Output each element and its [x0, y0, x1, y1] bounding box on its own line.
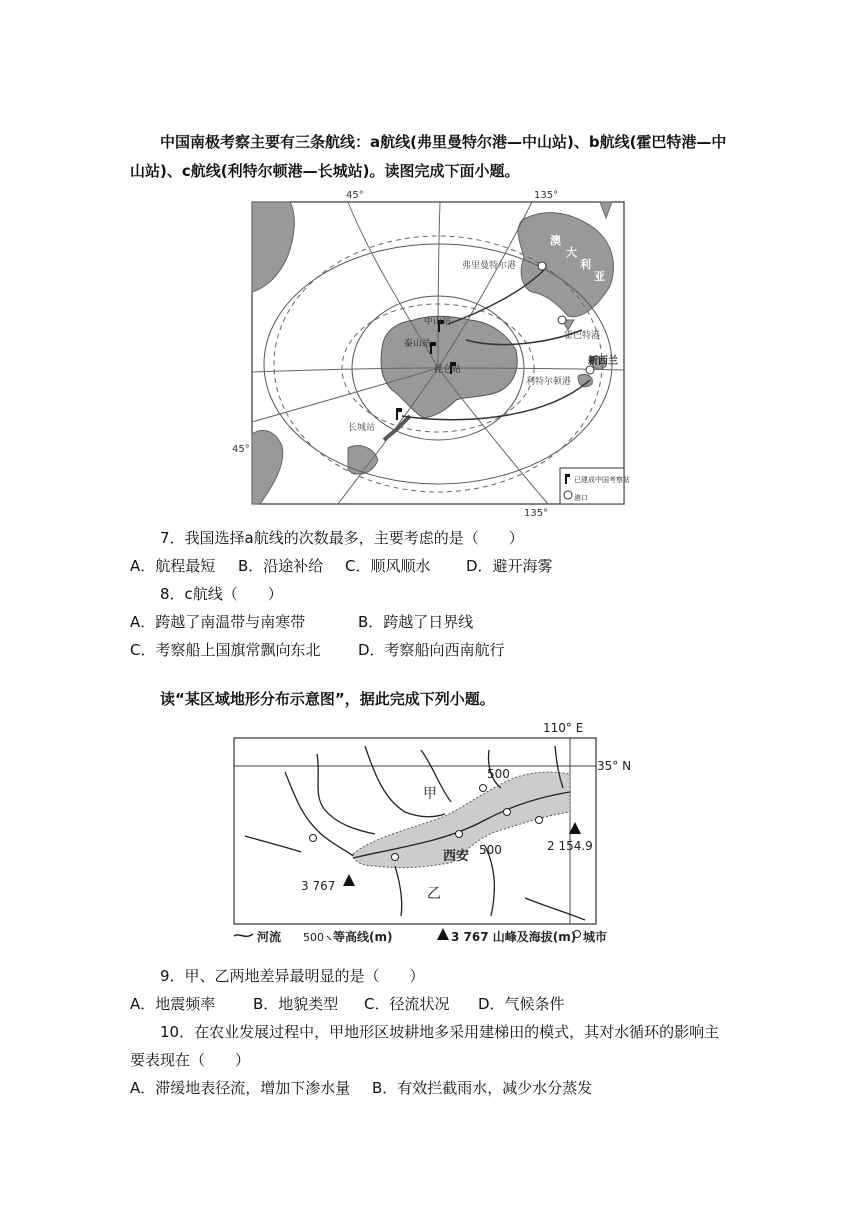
question-8-stem: 8．c航线（ ）	[160, 585, 283, 603]
intro-text-1: 中国南极考察主要有三条航线：a航线(弗里曼特尔港—中山站)、b航线(霍巴特港—中山站)、c航线(利特尔顿港—长城站)。读图完成下面小题。	[130, 133, 727, 180]
question-8-option-d: D．考察船向西南航行	[358, 641, 505, 659]
legend-river: 河流	[257, 930, 282, 944]
question-8-option-c: C．考察船上国旗常飘向东北	[130, 641, 321, 659]
place-australia-1: 澳	[550, 234, 561, 247]
place-fremantle: 弗里曼特尔港	[462, 261, 517, 271]
place-australia-3: 利	[580, 258, 591, 271]
question-7-option-d: D．避开海雾	[466, 557, 553, 575]
question-9-option-b: B．地貌类型	[253, 995, 339, 1013]
legend-contour: 等高线(m)	[333, 930, 393, 944]
question-10-option-b: B．有效拦截雨水，减少水分蒸发	[372, 1079, 593, 1097]
place-hobart: 霍巴特港	[564, 331, 601, 341]
legend-city: 城市	[583, 930, 608, 944]
question-9-stem: 9．甲、乙两地差异最明显的是（ ）	[160, 967, 425, 985]
question-8-option-b: B．跨越了日界线	[358, 613, 474, 631]
latitude-label: 35° N	[597, 759, 632, 773]
place-changcheng: 长城站	[348, 423, 376, 433]
place-zhongshan: 中山站	[424, 317, 452, 327]
legend-station-label: 已建成中国考察站	[574, 476, 630, 484]
question-9-option-c: C．径流状况	[364, 995, 450, 1013]
place-taishan: 泰山站	[404, 339, 432, 349]
place-lyttelton: 利特尔顿港	[526, 377, 572, 387]
peak-left-label: 3 767	[301, 879, 336, 893]
legend-port-label: 港口	[574, 494, 588, 502]
terrain-map	[225, 716, 645, 952]
lon-label-135-bottom: 135°	[524, 508, 549, 516]
legend-peak: 3 767 山峰及海拔(m)	[451, 930, 577, 944]
lon-label-45-left: 45°	[232, 444, 250, 455]
question-8-option-a: A．跨越了南温带与南寒带	[130, 613, 306, 631]
legend-contour-value: 500	[303, 931, 324, 944]
lon-label-135-top: 135°	[534, 190, 559, 201]
question-7-stem: 7．我国选择a航线的次数最多，主要考虑的是（ ）	[160, 529, 524, 547]
question-7-option-b: B．沿途补给	[238, 557, 324, 575]
question-10-stem-line1: 10．在农业发展过程中，甲地形区坡耕地多采用建梯田的模式，其对水循环的影响主	[160, 1023, 720, 1041]
place-new-zealand: 新西兰	[588, 356, 618, 367]
question-7-option-a: A．航程最短	[130, 557, 216, 575]
place-kunlun: 昆仑站	[434, 365, 462, 375]
contour-label-top: 500	[487, 767, 510, 781]
place-australia-2: 大	[566, 246, 577, 259]
label-jia: 甲	[423, 786, 437, 802]
question-10-option-a: A．滞缓地表径流，增加下渗水量	[130, 1079, 351, 1097]
intro-text-2: 读“某区域地形分布示意图”，据此完成下列小题。	[160, 690, 495, 708]
antarctic-route-map	[230, 186, 640, 516]
question-10-stem-line2: 要表现在（ ）	[130, 1051, 251, 1069]
label-xian: 西安	[443, 849, 470, 864]
place-australia-4: 亚	[594, 270, 605, 283]
question-9-option-d: D．气候条件	[478, 995, 565, 1013]
question-9-option-a: A．地震频率	[130, 995, 216, 1013]
longitude-label: 110° E	[543, 721, 584, 735]
lon-label-45-top: 45°	[346, 190, 364, 201]
label-yi: 乙	[427, 886, 441, 902]
question-7-option-c: C．顺风顺水	[345, 557, 431, 575]
peak-right-label: 2 154.9	[547, 839, 593, 853]
contour-label-bottom: 500	[479, 843, 502, 857]
